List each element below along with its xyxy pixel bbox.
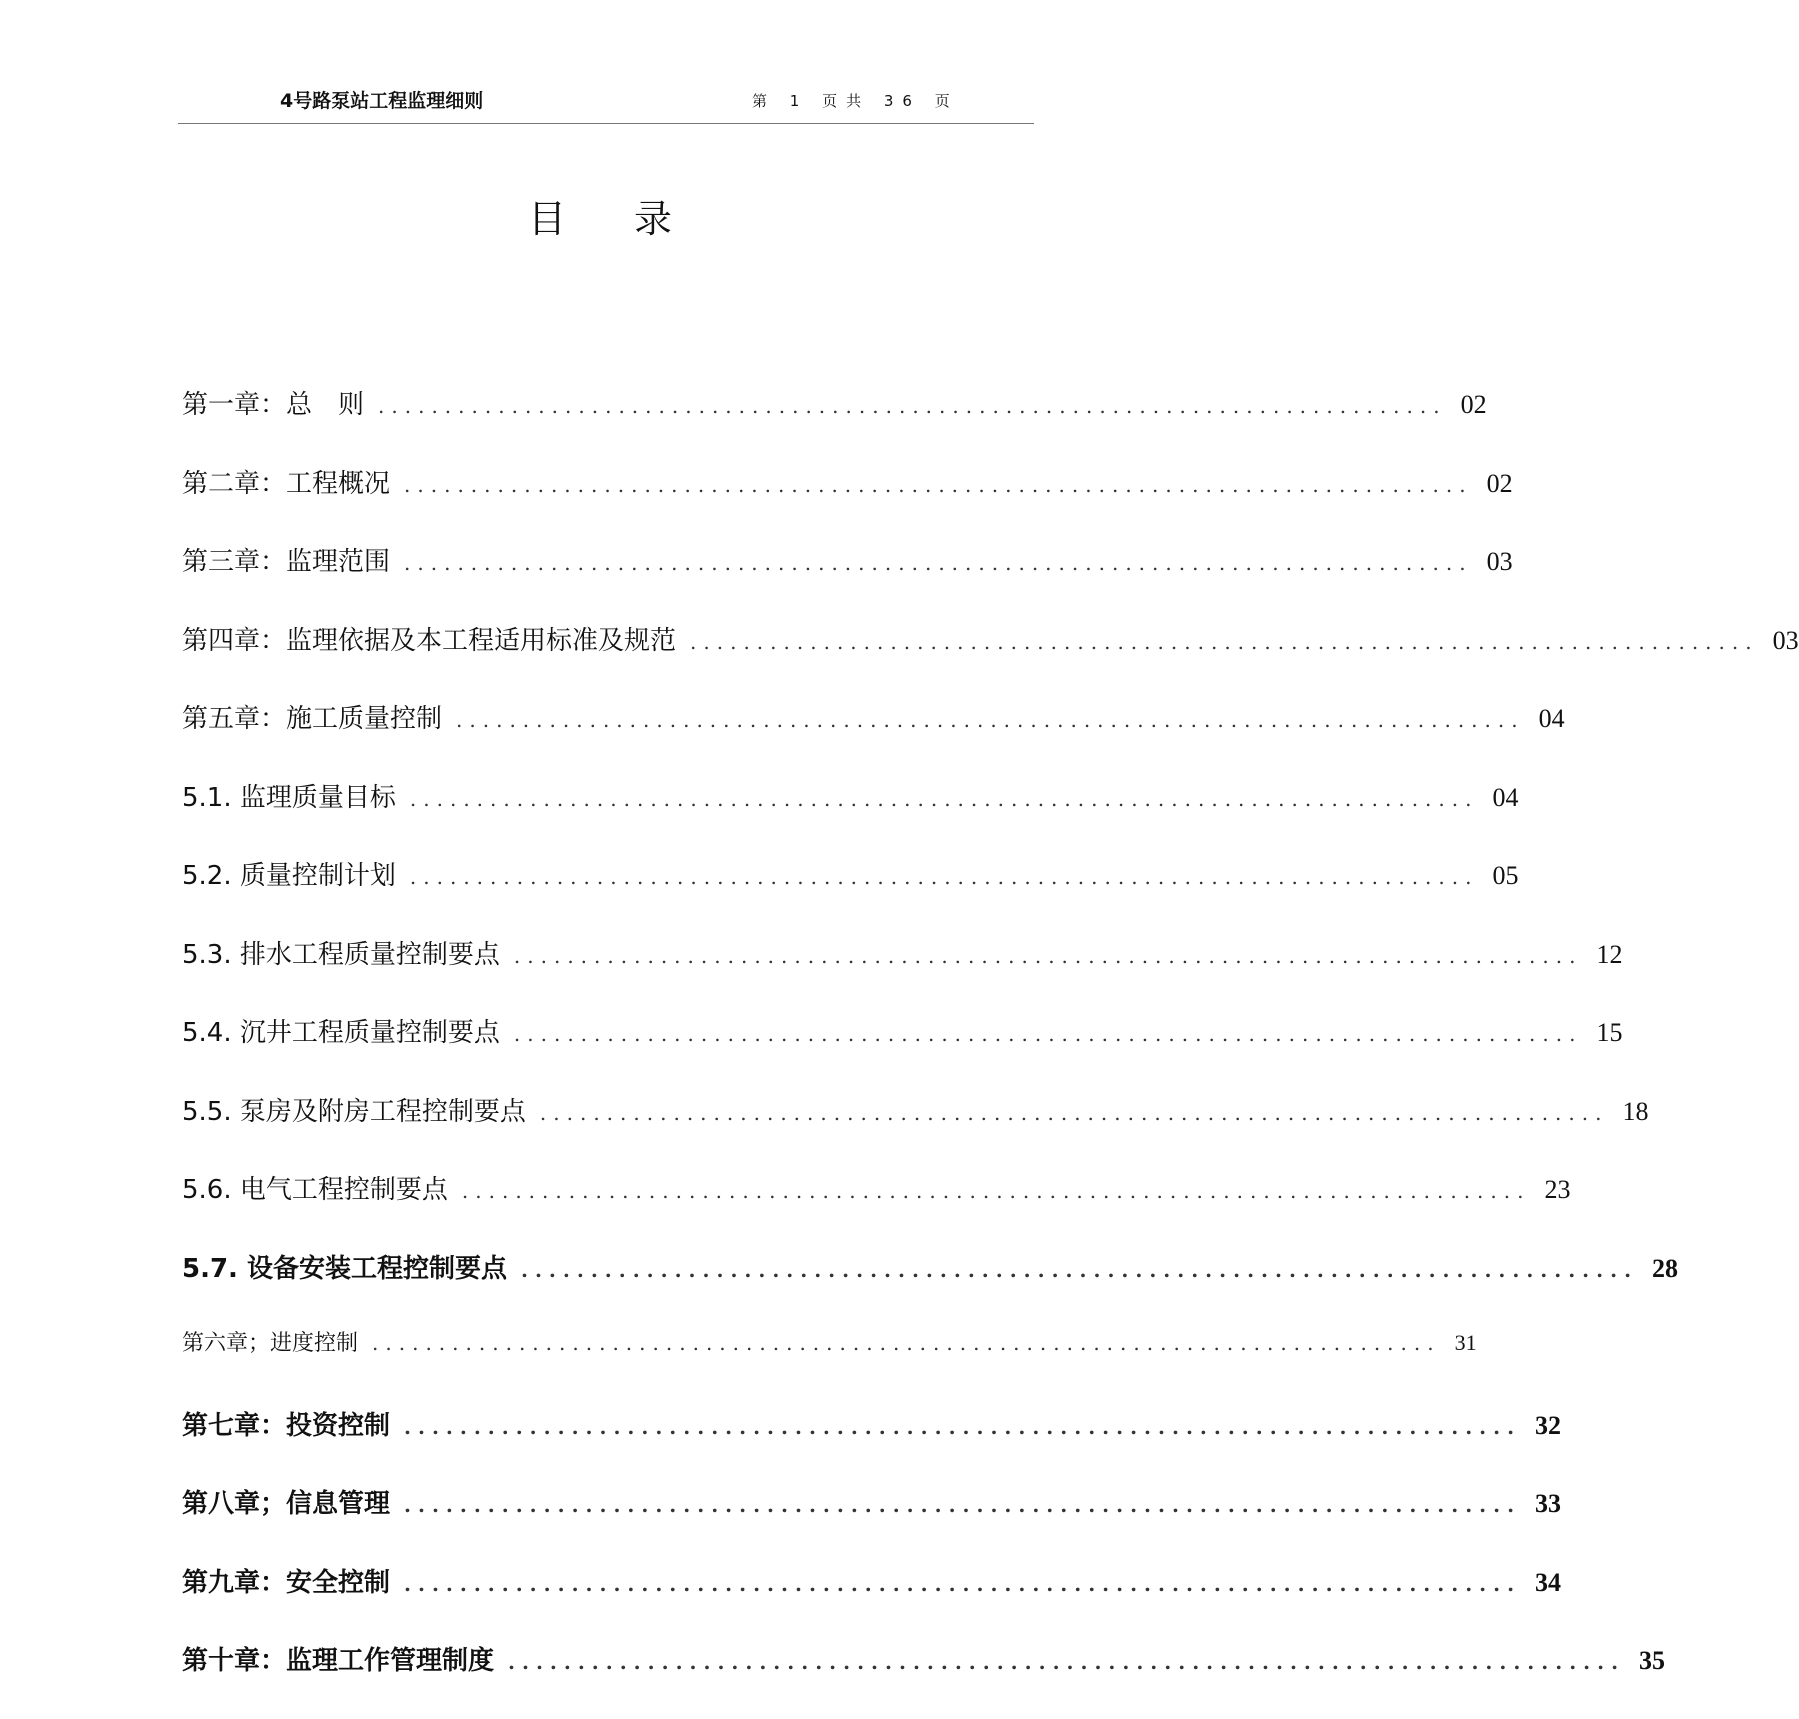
toc-entry-label: 第五章：施工质量控制 xyxy=(182,704,443,734)
toc-entry[interactable] xyxy=(182,934,1623,1013)
page-indicator: 第 1 页共 36 页 xyxy=(752,92,959,110)
toc-entry-label: 5.5. 泵房及附房工程控制要点 xyxy=(182,1096,526,1127)
toc-entry[interactable] xyxy=(182,777,1519,856)
dot-leader: ................................................................................ xyxy=(409,865,1479,889)
toc-entry-page: 32 xyxy=(1535,1410,1562,1440)
toc-entry[interactable] xyxy=(182,1326,1477,1405)
toc-entry-label: 第二章：工程概况 xyxy=(182,468,391,499)
toc-entry-page: 02 xyxy=(1460,390,1487,419)
toc-entry[interactable] xyxy=(182,620,1799,699)
toc-entry[interactable] xyxy=(182,1248,1679,1327)
toc-entry[interactable] xyxy=(182,1012,1623,1091)
document-title: 4号路泵站工程监理细则 xyxy=(280,90,484,112)
toc-entry-label: 5.2. 质量控制计划 xyxy=(182,861,396,891)
toc-entry-page: 04 xyxy=(1492,782,1519,812)
toc-entry-label: 第八章；信息管理 xyxy=(182,1489,391,1519)
dot-leader: ................................................................................ xyxy=(513,1022,1583,1046)
dot-leader: ................................................................................ xyxy=(404,1571,1522,1596)
toc-entry-page: 03 xyxy=(1486,547,1513,576)
toc-entry-label: 5.7. 设备安装工程控制要点 xyxy=(182,1253,507,1284)
toc-entry-page: 12 xyxy=(1596,939,1623,969)
toc-entry[interactable] xyxy=(182,698,1565,777)
toc-entry[interactable] xyxy=(182,1169,1571,1248)
toc-entry-label: 5.3. 排水工程质量控制要点 xyxy=(182,939,500,970)
dot-leader: ................................................................................ xyxy=(456,708,1525,732)
dot-leader: ................................................................................ xyxy=(513,943,1583,968)
dot-leader: ................................................................................ xyxy=(409,786,1479,811)
toc-entry[interactable] xyxy=(182,1640,1666,1719)
toc-entry-page: 34 xyxy=(1535,1567,1562,1597)
toc-entry-label: 第七章：投资控制 xyxy=(182,1410,391,1441)
toc-entry[interactable] xyxy=(182,1483,1562,1562)
toc-entry[interactable] xyxy=(182,1405,1562,1484)
toc-entry-label: 第一章：总 则 xyxy=(182,390,365,420)
toc-entry-page: 18 xyxy=(1622,1096,1649,1126)
dot-leader: ................................................................................ xyxy=(378,394,1447,418)
toc-entry-label: 5.4. 沉井工程质量控制要点 xyxy=(182,1018,500,1048)
toc-entry-page: 23 xyxy=(1544,1175,1571,1204)
header-divider xyxy=(178,123,1034,124)
toc-entry-label: 5.6. 电气工程控制要点 xyxy=(182,1175,448,1205)
dot-leader: ................................................................................ xyxy=(521,1257,1639,1282)
toc-entry-page: 35 xyxy=(1639,1646,1666,1675)
toc-entry[interactable] xyxy=(182,1562,1562,1641)
toc-entry-page: 28 xyxy=(1652,1253,1679,1283)
toc-entry-page: 15 xyxy=(1596,1018,1623,1047)
dot-leader: ................................................................................ xyxy=(372,1331,1441,1355)
toc-entry-page: 33 xyxy=(1535,1489,1562,1518)
page-title: 目 录 xyxy=(527,197,701,241)
table-of-contents xyxy=(182,384,1799,1719)
toc-entry-page: 03 xyxy=(1772,625,1799,655)
dot-leader: ................................................................................ xyxy=(508,1650,1626,1674)
toc-entry[interactable] xyxy=(182,1091,1649,1170)
dot-leader: ................................................................................ xyxy=(539,1100,1609,1125)
toc-entry[interactable] xyxy=(182,541,1513,620)
toc-entry-label: 5.1. 监理质量目标 xyxy=(182,782,396,813)
toc-entry[interactable] xyxy=(182,855,1519,934)
toc-entry-page: 05 xyxy=(1492,861,1519,890)
dot-leader: ................................................................................ xyxy=(404,1414,1522,1439)
toc-entry-page: 02 xyxy=(1486,468,1513,498)
toc-entry-page: 04 xyxy=(1538,704,1565,733)
dot-leader: ................................................................................ xyxy=(404,1493,1522,1517)
toc-entry[interactable] xyxy=(182,463,1513,542)
toc-entry-label: 第三章：监理范围 xyxy=(182,547,391,577)
toc-entry-label: 第九章：安全控制 xyxy=(182,1567,391,1598)
dot-leader: ................................................................................ xyxy=(404,551,1473,575)
toc-entry-label: 第六章；进度控制 xyxy=(182,1331,359,1356)
toc-entry[interactable] xyxy=(182,384,1487,463)
toc-entry-label: 第十章：监理工作管理制度 xyxy=(182,1646,495,1676)
dot-leader: ................................................................................ xyxy=(690,629,1759,654)
toc-entry-label: 第四章：监理依据及本工程适用标准及规范 xyxy=(182,625,677,656)
dot-leader: ................................................................................ xyxy=(461,1179,1531,1203)
toc-entry-page: 31 xyxy=(1454,1330,1477,1355)
dot-leader: ................................................................................ xyxy=(404,472,1473,497)
